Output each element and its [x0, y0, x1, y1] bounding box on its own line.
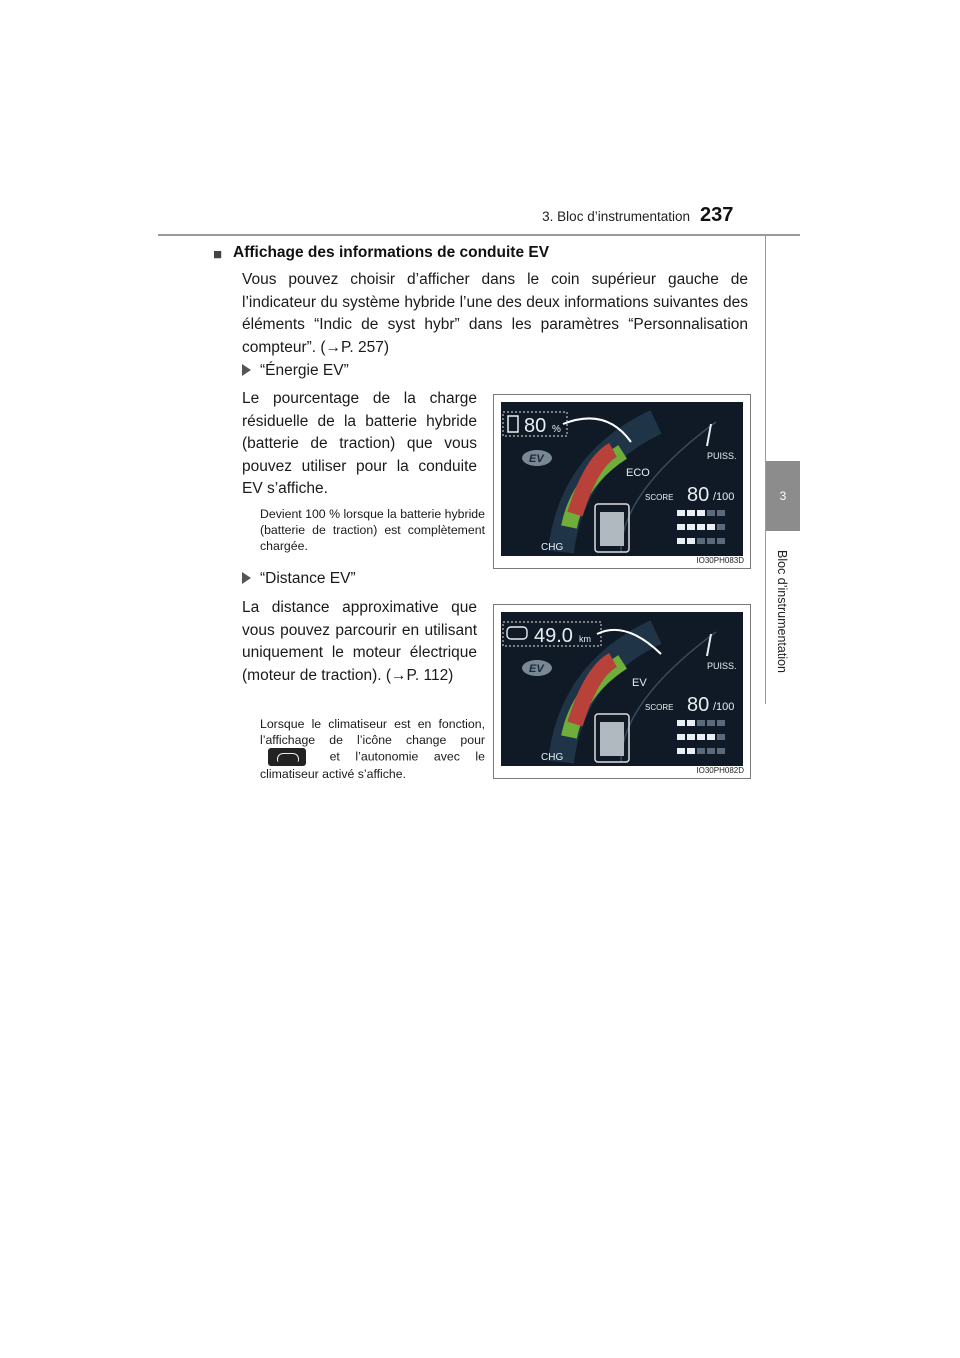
section-title: 3. Bloc d’instrumentation: [542, 209, 690, 224]
score-max: /100: [713, 491, 735, 503]
charge-label: CHG: [541, 752, 564, 763]
hybrid-indicator-screen: [501, 402, 743, 556]
figure-energie-ev: [493, 394, 751, 569]
figure-caption: IO30PH082D: [696, 766, 744, 775]
chapter-label: [767, 550, 797, 710]
item-text: La distance approximative que vous pouvez parcourir en utilisant uniquement le moteur électrique (moteur de traction). (→P. 112): [242, 599, 477, 684]
note-part-1: Lorsque le climatiseur est en fonction, l’affichage de l’icône change pour: [260, 717, 485, 748]
bullet-energie-ev: [242, 362, 349, 380]
ev-badge: EV: [529, 663, 544, 675]
item-note: Devient 100 % lorsque la batterie hybride (batterie de traction) est complètement chargée.: [260, 507, 485, 554]
readout-unit: km: [579, 634, 591, 644]
note-part-2: et l’autonomie avec le climatiseur activé s’affiche.: [260, 749, 485, 782]
bullet-label: “Distance EV”: [260, 570, 356, 587]
ev-energy-readout: 80: [524, 415, 547, 437]
readout-unit: %: [552, 424, 561, 435]
section-heading: Affichage des informations de conduite EV: [233, 244, 550, 261]
score-value: 80: [687, 484, 710, 506]
figure-caption: IO30PH083D: [696, 556, 744, 565]
item-note: [260, 716, 485, 783]
chapter-tab[interactable]: 3: [766, 461, 800, 531]
triangle-bullet-icon: [242, 572, 251, 584]
figure-distance-ev: [493, 604, 751, 779]
chapter-label-text: Bloc d’instrumentation: [775, 550, 789, 673]
zone-label: ECO: [626, 467, 650, 479]
bullet-label: “Énergie EV”: [260, 362, 349, 379]
ev-distance-readout: 49.0: [534, 625, 573, 647]
triangle-bullet-icon: [242, 364, 251, 376]
charge-label: CHG: [541, 542, 564, 553]
score-value: 80: [687, 694, 710, 716]
bullet-distance-ev: [242, 570, 356, 588]
hybrid-indicator-screen: [501, 612, 743, 766]
score-max: /100: [713, 701, 735, 713]
header-rule: [158, 234, 800, 236]
score-label: SCORE: [645, 703, 674, 712]
score-label: SCORE: [645, 493, 674, 502]
zone-label: EV: [632, 677, 647, 689]
page-number: 237: [700, 204, 734, 226]
ac-ev-icon: [268, 748, 306, 766]
power-label: PUISS.: [707, 451, 737, 461]
item-text: Le pourcentage de la charge résiduelle de la batterie hybride (batterie de traction) que vous pouvez utiliser pour la conduite EV s’affiche.: [242, 390, 477, 498]
intro-paragraph: Vous pouvez choisir d’afficher dans le coin supérieur gauche de l’indicateur du système hybride l’une des deux informations suivantes des éléments “Indic de syst hybr” dans les paramètres “Personnalisation compteur”. (→P. 257): [242, 271, 748, 356]
heading-marker: ■: [213, 246, 223, 263]
power-label: PUISS.: [707, 661, 737, 671]
ev-badge: EV: [529, 453, 544, 465]
